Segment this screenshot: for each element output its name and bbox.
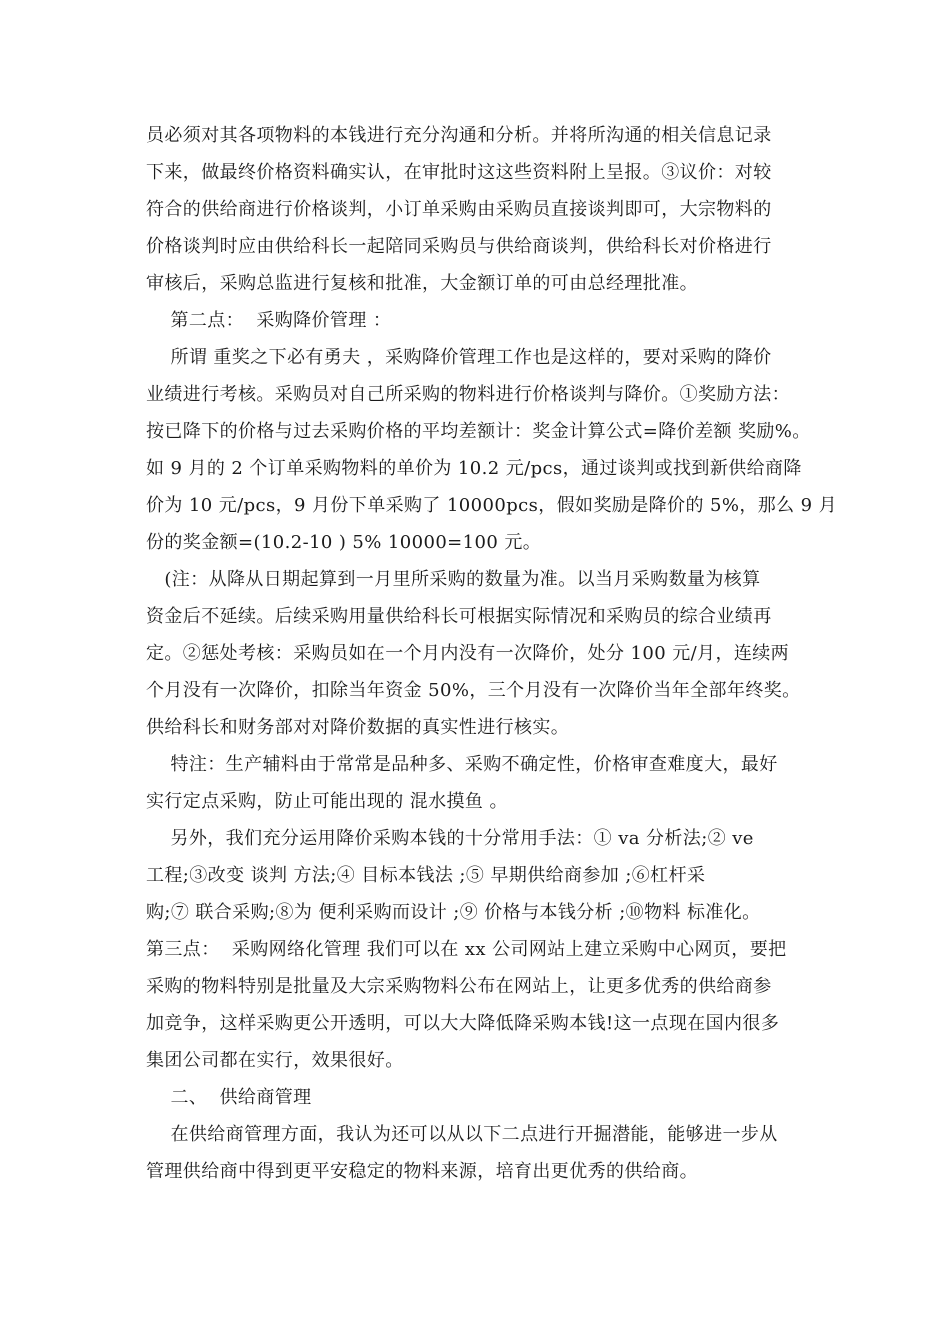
section-heading: 第二点： 采购降价管理 ： bbox=[146, 310, 392, 331]
text-line: (注：从降从日期起算到一月里所采购的数量为准。以当月采购数量为核算 bbox=[146, 569, 761, 590]
text-line: 价为 10 元/pcs，9 月份下单采购了 10000pcs，假如奖励是降价的 5%，那么 9 月 bbox=[146, 495, 838, 516]
text-line: 采购的物料特别是批量及大宗采购物料公布在网站上，让更多优秀的供给商参 bbox=[146, 976, 772, 997]
text-line: 购;⑦ 联合采购;⑧为 便利采购而设计 ;⑨ 价格与本钱分析 ;⑩物料 标准化。 bbox=[146, 902, 761, 923]
text-line: 个月没有一次降价，扣除当年资金 50%，三个月没有一次降价当年全部年终奖。 bbox=[146, 680, 801, 701]
text-line: 集团公司都在实行，效果很好。 bbox=[146, 1050, 404, 1071]
text-line: 审核后，采购总监进行复核和批准，大金额订单的可由总经理批准。 bbox=[146, 273, 698, 294]
text-line: 价格谈判时应由供给科长一起陪同采购员与供给商谈判，供给科长对价格进行 bbox=[146, 236, 772, 257]
text-line: 份的奖金额=(10.2-10 ) 5% 10000=100 元。 bbox=[146, 532, 542, 553]
text-line: 加竞争，这样采购更公开透明，可以大大降低降采购本钱!这一点现在国内很多 bbox=[146, 1013, 780, 1034]
section-heading: 二、 供给商管理 bbox=[146, 1087, 312, 1108]
section-heading: 第三点： 采购网络化管理 我们可以在 xx 公司网站上建立采购中心网页，要把 bbox=[146, 939, 787, 960]
text-line: 另外，我们充分运用降价采购本钱的十分常用手法：① va 分析法;② ve bbox=[146, 828, 754, 849]
text-line: 定。②惩处考核：采购员如在一个月内没有一次降价，处分 100 元/月，连续两 bbox=[146, 643, 790, 664]
text-line: 特注：生产辅料由于常常是品种多、采购不确定性，价格审查难度大，最好 bbox=[146, 754, 778, 775]
text-line: 符合的供给商进行价格谈判，小订单采购由采购员直接谈判即可，大宗物料的 bbox=[146, 199, 772, 220]
text-line: 在供给商管理方面，我认为还可以从以下二点进行开掘潜能，能够进一步从 bbox=[146, 1124, 778, 1145]
text-line: 工程;③改变 谈判 方法;④ 目标本钱法 ;⑤ 早期供给商参加 ;⑥杠杆采 bbox=[146, 865, 706, 886]
text-line: 管理供给商中得到更平安稳定的物料来源，培育出更优秀的供给商。 bbox=[146, 1161, 698, 1182]
text-line: 资金后不延续。后续采购用量供给科长可根据实际情况和采购员的综合业绩再 bbox=[146, 606, 772, 627]
text-line: 供给科长和财务部对对降价数据的真实性进行核实。 bbox=[146, 717, 570, 738]
text-line: 按已降下的价格与过去采购价格的平均差额计：奖金计算公式=降价差额 奖励%。 bbox=[146, 421, 811, 442]
text-line: 所谓 重奖之下必有勇夫 ，采购降价管理工作也是这样的，要对采购的降价 bbox=[146, 347, 772, 368]
text-line: 如 9 月的 2 个订单采购物料的单价为 10.2 元/pcs，通过谈判或找到新供给商降 bbox=[146, 458, 802, 479]
text-line: 实行定点采购，防止可能出现的 混水摸鱼 。 bbox=[146, 791, 508, 812]
text-line: 下来，做最终价格资料确实认，在审批时这这些资料附上呈报。③议价：对较 bbox=[146, 162, 772, 183]
text-line: 员必须对其各项物料的本钱进行充分沟通和分析。并将所沟通的相关信息记录 bbox=[146, 125, 772, 146]
text-line: 业绩进行考核。采购员对自己所采购的物料进行价格谈判与降价。①奖励方法： bbox=[146, 384, 790, 405]
